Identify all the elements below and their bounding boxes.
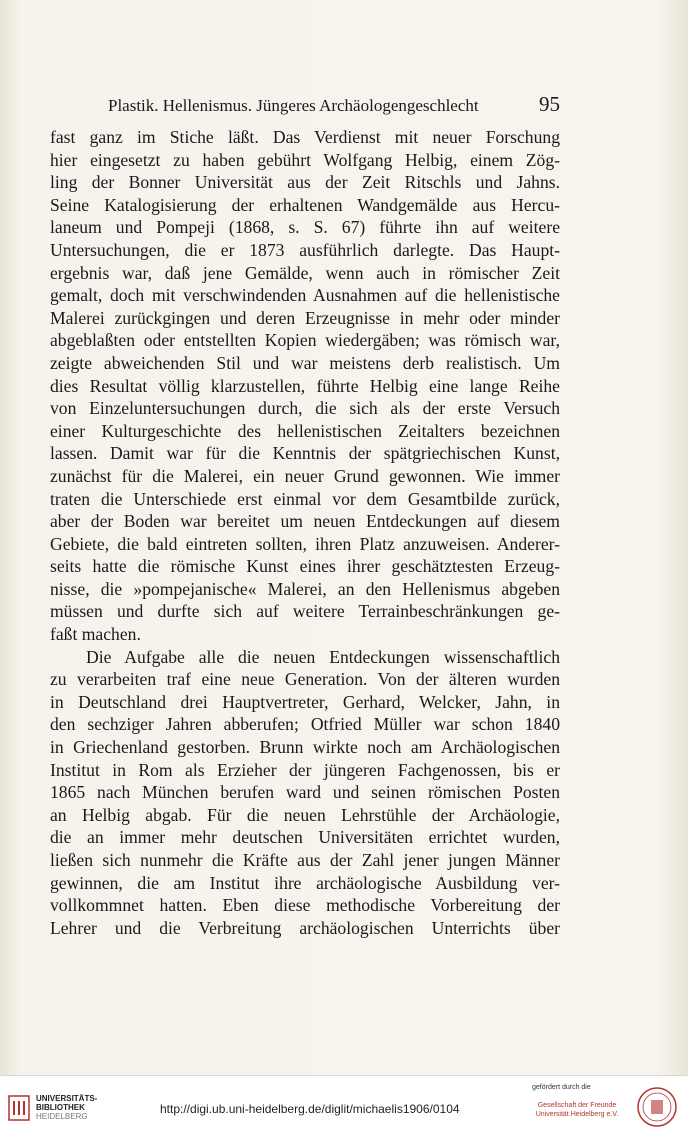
body-text [50, 126, 560, 939]
logo-line: HEIDELBERG [36, 1112, 88, 1121]
text-line: nisse, die »pompejanische« Malerei, an den Hellenismus abgeben [50, 578, 560, 599]
sponsor-label: gefördert durch die [532, 1084, 591, 1091]
text-line: Institut in Rom als Erzieher der jüngeren Fachgenossen, bis er [50, 759, 560, 780]
text-line: Gebiete, die bald eintreten sollten, ihren Platz anzuweisen. Anderer- [50, 533, 560, 554]
text-line: ließen sich nunmehr die Kräfte aus der Zahl jener jungen Männer [50, 850, 560, 870]
text-line: Untersuchungen, die er 1873 ausführlich darlegte. Das Haupt- [50, 239, 560, 260]
text-line: zunächst für die Malerei, ein neuer Grund gewonnen. Wie immer [50, 465, 560, 486]
text-line: Malerei zurückgingen und deren Erzeugnisse in mehr oder minder [50, 307, 560, 328]
text-line: laneum und Pompeji (1868, s. S. 67) führte ihn auf weitere [50, 217, 560, 238]
text-line: gewinnen, die am Institut ihre archäologische Ausbildung ver- [50, 872, 560, 893]
viewer-footer [0, 1075, 688, 1135]
text-line: in Deutschland drei Hauptvertreter, Gerhard, Welcker, Jahn, in [50, 691, 560, 712]
library-logo-text [36, 1094, 97, 1121]
text-line: müssen und durfte sich auf weitere Terrainbeschränkungen ge- [50, 601, 560, 622]
logo-line: UNIVERSITÄTS- [36, 1094, 98, 1103]
text-line: in Griechenland gestorben. Brunn wirkte noch am Archäologischen [50, 737, 560, 758]
text-line: ergebnis war, daß jene Gemälde, wenn auch in römischer Zeit [50, 262, 560, 283]
page-number: 95 [539, 92, 560, 116]
library-logo[interactable] [8, 1094, 97, 1121]
text-line: traten die Unterschiede erst einmal vor dem Gesamtbilde zurück, [50, 488, 560, 509]
text-line: ling der Bonner Universität aus der Zeit Ritschls und Jahns. [50, 172, 560, 193]
sponsor-org[interactable] [532, 1101, 622, 1119]
text-line: fast ganz im Stiche läßt. Das Verdienst mit neuer Forschung [50, 127, 560, 147]
logo-line: BIBLIOTHEK [36, 1103, 85, 1112]
sponsor-block [532, 1084, 622, 1119]
text-line: von Einzeluntersuchungen durch, die sich als der erste Versuch [50, 398, 560, 419]
text-line: abgeblaßten oder entstellten Kopien wiedergäben; was römisch war, [50, 330, 560, 351]
text-line: einer Kulturgeschichte des hellenistischen Zeitalters bezeichnen [50, 420, 560, 441]
text-line: die an immer mehr deutschen Universitäten errichtet wurden, [50, 827, 560, 848]
sponsor-org-line: Universität Heidelberg e.V. [535, 1111, 619, 1118]
text-line: faßt machen. [50, 624, 141, 645]
text-line: zeigte abweichenden Stil und war meistens derb realistisch. Um [50, 352, 560, 373]
sponsor-org-line: Gesellschaft der Freunde [537, 1102, 617, 1109]
text-line: 1865 nach München berufen ward und seinen römischen Posten [50, 782, 560, 803]
text-line: Die Aufgabe alle die neuen Entdeckungen wissenschaftlich [86, 646, 560, 667]
text-line: vollkommnet hatten. Eben diese methodische Vorbereitung der [50, 895, 560, 916]
running-title: Plastik. Hellenismus. Jüngeres Archäologengeschlecht [108, 96, 479, 115]
text-line: Seine Katalogisierung der erhaltenen Wandgemälde aus Hercu- [50, 194, 560, 215]
text-line: dies Resultat völlig klarzustellen, führte Helbig eine lange Reihe [50, 375, 560, 396]
text-line: gemalt, doch mit verschwindenden Ausnahmen auf die hellenistische [50, 285, 560, 306]
text-line: seits hatte die römische Kunst eines ihrer geschätztesten Erzeug- [50, 556, 560, 577]
text-line: aber der Boden war bereitet um neuen Entdeckungen auf diesem [50, 511, 560, 532]
page-url-link[interactable]: http://digi.ub.uni-heidelberg.de/diglit/michaelis1906/0104 [160, 1102, 460, 1116]
library-logo-icon [8, 1095, 30, 1121]
text-line: zu verarbeiten traf eine neue Generation. Von der älteren wurden [50, 669, 560, 690]
text-line: an Helbig abgab. Für die neuen Lehrstühle der Archäologie, [50, 804, 560, 825]
text-line: hier eingesetzt zu haben gebührt Wolfgang Helbig, einem Zög- [50, 149, 560, 170]
text-line: lassen. Damit war für die Kenntnis der spätgriechischen Kunst, [50, 443, 560, 464]
university-seal-icon [636, 1086, 678, 1128]
running-head [108, 92, 560, 117]
text-line: Lehrer und die Verbreitung archäologischen Unterrichts über [50, 917, 560, 938]
text-line: den sechziger Jahren abberufen; Otfried Müller war schon 1840 [50, 714, 560, 735]
